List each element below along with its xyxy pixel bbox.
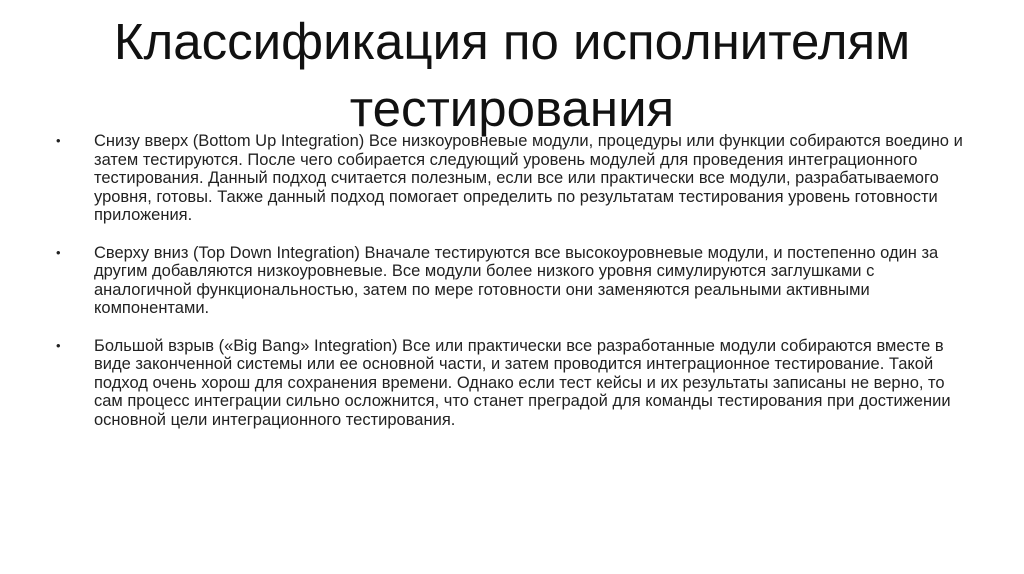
bullet-text: Сверху вниз (Top Down Integration) Вначале тестируются все высокоуровневые модули, и постепенно один за другим добавляются низкоуровневые. Все модули более низкого уровня симулируются заглушками с аналогичной функциональностью, затем по мере готовности они заменяются реальными активными компонентами. xyxy=(94,243,939,317)
bullet-dot-icon: • xyxy=(56,244,61,260)
bullet-item-big-bang xyxy=(56,337,976,430)
bullet-dot-icon: • xyxy=(56,337,61,353)
bullet-list xyxy=(56,132,976,448)
bullet-text: Большой взрыв («Big Bang» Integration) Все или практически все разработанные модули собираются вместе в виде законченной системы или ее основной части, и затем проводится интеграционное тестирование. Такой подход очень хорош для сохранения времени. Однако если тест кейсы и их результаты записаны не верно, то сам процесс интеграции сильно осложнится, что станет преградой для команды тестирования при достижении основной цели интеграционного тестирования. xyxy=(94,336,951,429)
bullet-item-top-down xyxy=(56,244,976,318)
bullet-dot-icon: • xyxy=(56,133,61,148)
slide-title-line1: Классификация по исполнителям xyxy=(113,13,911,70)
slide-title-line2: тестирования xyxy=(349,80,675,137)
bullet-text: Снизу вверх (Bottom Up Integration) Все низкоуровневые модули, процедуры или функции собираются воедино и затем тестируются. После чего собирается следующий уровень модулей для проведения интеграционного тестирования. Данный подход считается полезным, если все или практически все модули, разрабатываемого уровня, готовы. Также данный подход помогает определить по результатам тестирования уровень готовности приложения. xyxy=(94,132,963,224)
slide-title xyxy=(0,8,1024,142)
bullet-item-bottom-up xyxy=(56,132,976,225)
